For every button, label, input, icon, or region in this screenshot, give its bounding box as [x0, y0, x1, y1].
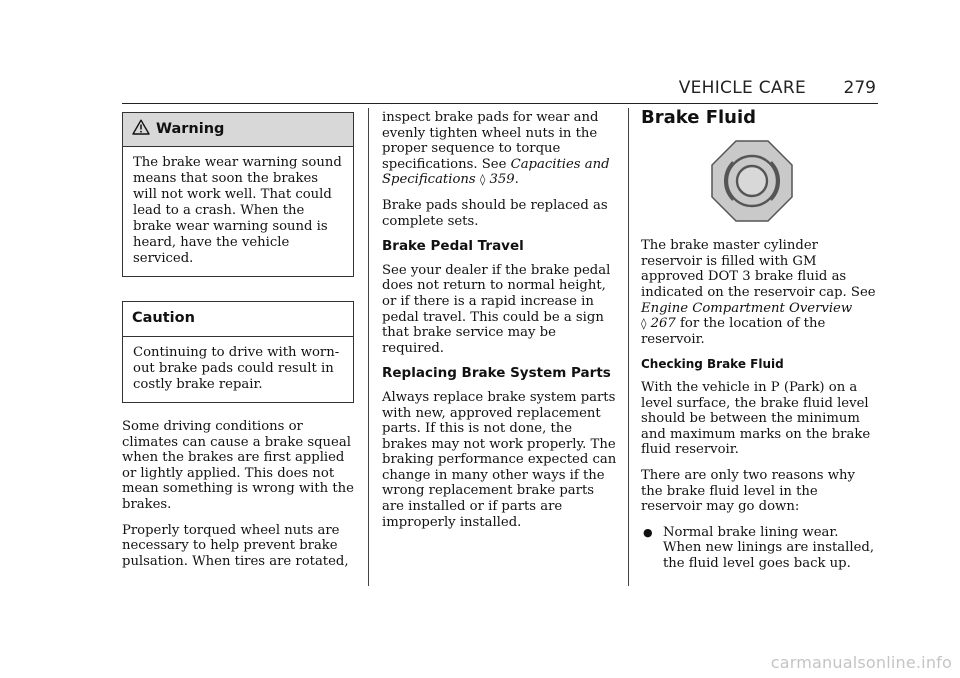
reference-symbol: ◊	[641, 317, 647, 331]
paragraph: Brake pads should be replaced as complete sets.	[382, 197, 608, 229]
paragraph-text: inspect brake pads for wear and evenly tighten wheel nuts in the proper sequence to torque specifications. See	[382, 110, 599, 172]
header-rule	[122, 103, 878, 104]
brake-fluid-figure	[641, 138, 879, 229]
page-reference[interactable]: 359	[489, 172, 515, 188]
paragraph	[382, 110, 618, 188]
caution-box	[122, 301, 354, 403]
column-3	[641, 107, 879, 581]
column-2	[382, 110, 618, 540]
paragraph-text: for the location of the reservoir.	[641, 316, 826, 347]
paragraph: With the vehicle in P (Park) on a level surface, the brake fluid level should be between the minimum and maximum marks on the brake fluid reservoir.	[641, 379, 871, 458]
page-section-title: Brake Fluid	[641, 107, 757, 128]
caution-title: Caution	[123, 302, 353, 337]
watermark: carmanualsonline.info	[770, 653, 952, 672]
reference-symbol: ◊	[479, 173, 486, 187]
warning-box	[122, 112, 354, 277]
warning-text: The brake wear warning sound means that soon the brakes will not work well. That could lead to a crash. When the brake wear warning sound is heard, have the vehicle serviced.	[133, 155, 342, 266]
paragraph: Always replace brake system parts with new, approved replacement parts. If this is not done, the brakes may not work properly. The braking performance expected can change in many other ways if the wrong replacement brake parts are installed or if parts are improperly installed.	[382, 389, 617, 530]
section-heading: Replacing Brake System Parts	[382, 365, 611, 382]
caution-text: Continuing to drive with worn-out brake pads could result in costly brake repair.	[133, 345, 340, 392]
warning-title: Warning	[156, 120, 225, 137]
paragraph-text: .	[514, 172, 519, 188]
page-reference[interactable]: 267	[650, 316, 676, 332]
column-1	[122, 112, 354, 579]
paragraph: Properly torqued wheel nuts are necessary to help prevent brake pulsation. When tires are rotated,	[122, 522, 349, 569]
paragraph: There are only two reasons why the brake fluid level in the reservoir may go down:	[641, 467, 855, 515]
column-divider-2	[628, 108, 629, 586]
section-title: VEHICLE CARE	[678, 78, 806, 98]
brake-fluid-symbol-icon	[709, 213, 795, 228]
subsection-heading: Checking Brake Fluid	[641, 357, 784, 372]
paragraph-text: The brake master cylinder reservoir is filled with GM approved DOT 3 brake fluid as indicated on the reservoir cap. See	[641, 238, 876, 300]
page-header	[0, 78, 878, 106]
warning-header	[123, 113, 353, 147]
paragraph: See your dealer if the brake pedal does not return to normal height, or if there is a rapid increase in pedal travel. This could be a sign that brake service may be required.	[382, 262, 611, 356]
page-number: 279	[843, 78, 876, 98]
paragraph: Some driving conditions or climates can cause a brake squeal when the brakes are first applied or lightly applied. This does not mean something is wrong with the brakes.	[122, 419, 354, 512]
list-item-text: Normal brake lining wear. When new linings are installed, the fluid level goes back up.	[663, 524, 875, 571]
bullet-icon: ●	[643, 525, 653, 539]
list-item	[641, 525, 879, 572]
cross-reference-link[interactable]: Capacities and Specifications	[382, 156, 610, 188]
cross-reference-link[interactable]: Engine Compartment Overview	[641, 300, 853, 316]
paragraph	[641, 238, 879, 347]
section-heading: Brake Pedal Travel	[382, 238, 524, 255]
column-divider-1	[368, 108, 369, 586]
warning-triangle-icon	[132, 119, 150, 140]
